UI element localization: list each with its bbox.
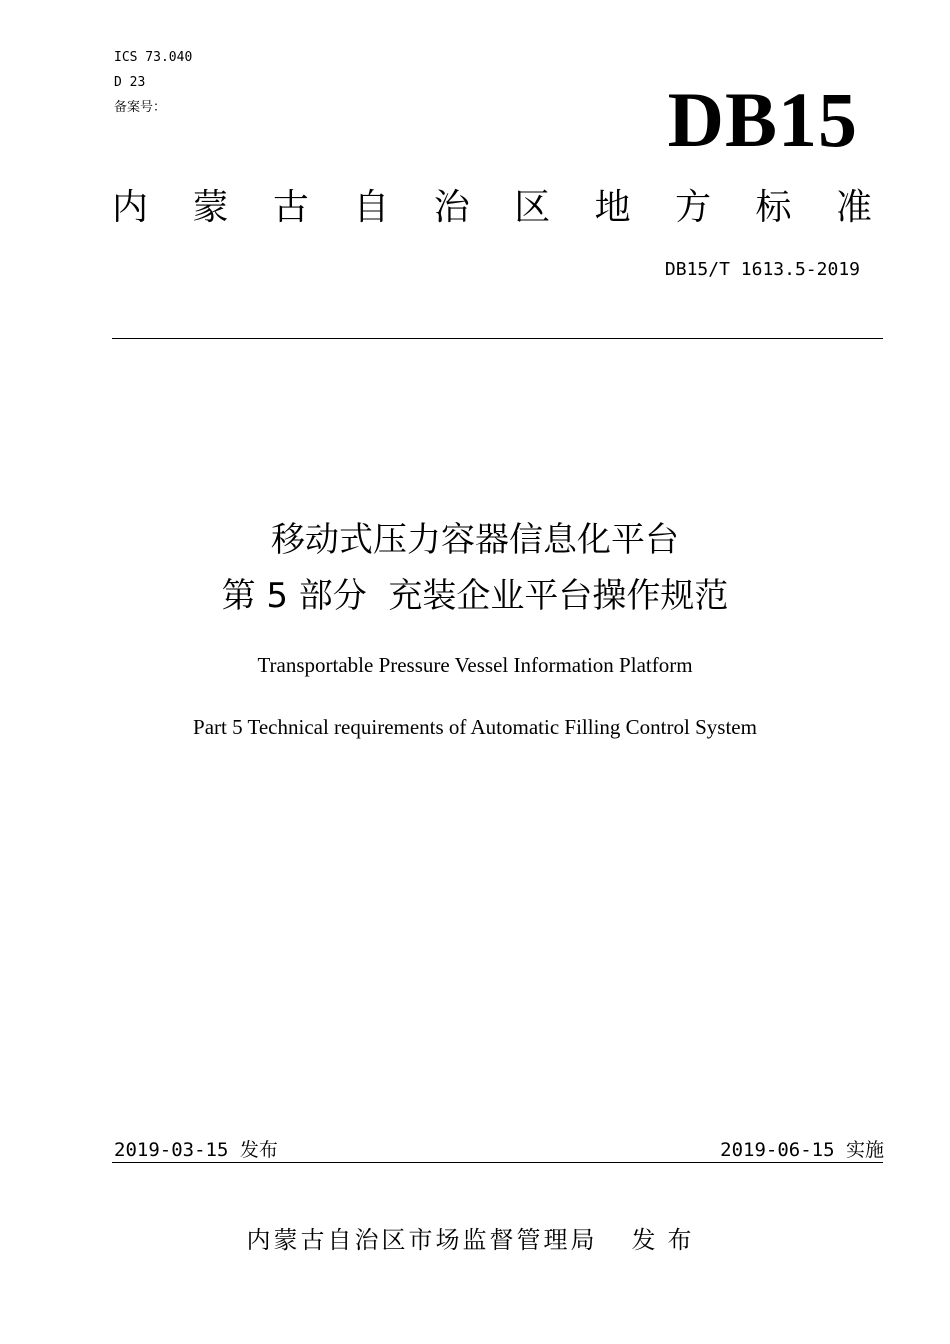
standard-type-char: 地	[594, 187, 631, 228]
issuer-action: 发布	[631, 1226, 704, 1254]
chinese-title-line-1: 移动式压力容器信息化平台	[271, 520, 679, 560]
issuer-line	[0, 1224, 950, 1256]
standard-type-char: 标	[755, 187, 792, 228]
english-title-line-1: Transportable Pressure Vessel Information Platform	[257, 653, 693, 677]
ccs-code: D 23	[114, 75, 146, 90]
standard-type-char: 治	[433, 187, 470, 228]
standard-type-char: 方	[675, 187, 712, 228]
english-title-line-2: Part 5 Technical requirements of Automatic Filling Control System	[193, 715, 757, 739]
standard-type-char: 内	[112, 187, 149, 228]
ics-code: ICS 73.040	[114, 50, 193, 65]
standard-type-char: 古	[272, 187, 309, 228]
chinese-title-line-2: 第 5 部分 充装企业平台操作规范	[221, 576, 729, 616]
standard-type-heading	[112, 186, 872, 230]
standard-type-char: 蒙	[192, 187, 229, 228]
issuer-name: 内蒙古自治区市场监督管理局	[246, 1226, 598, 1254]
db15-logo: DB15	[667, 76, 858, 163]
standard-type-char: 自	[353, 187, 390, 228]
record-number-label: 备案号：	[114, 100, 167, 115]
standard-number: DB15/T 1613.5-2019	[664, 259, 860, 280]
implementation-date: 2019-06-15 实施	[720, 1139, 884, 1161]
standard-type-char: 区	[514, 187, 551, 228]
issue-date: 2019-03-15 发布	[114, 1139, 278, 1161]
bottom-divider	[112, 1162, 883, 1163]
standard-type-char: 准	[835, 187, 872, 228]
top-divider	[112, 338, 883, 339]
